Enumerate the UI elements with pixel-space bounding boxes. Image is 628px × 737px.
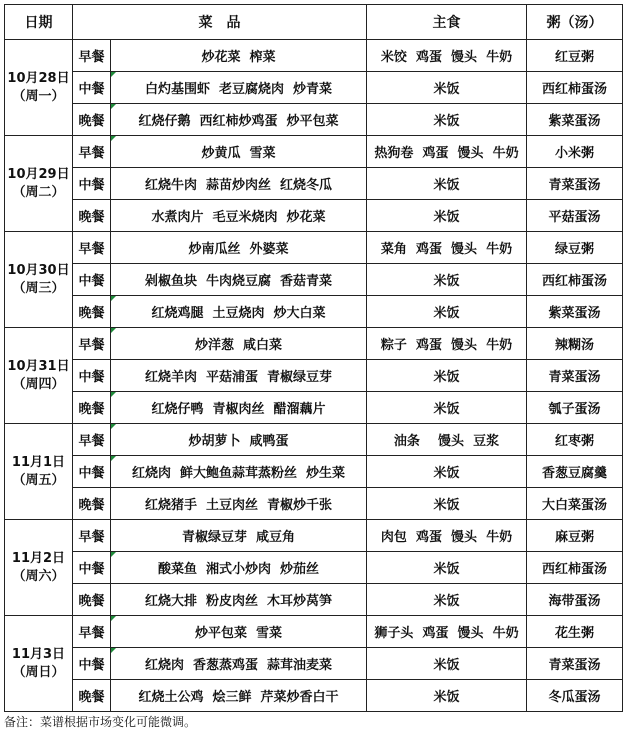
header-date: 日期 bbox=[5, 5, 73, 40]
dishes-cell bbox=[111, 680, 367, 712]
meal-type-cell bbox=[73, 104, 111, 136]
dishes-cell bbox=[111, 392, 367, 424]
meal-type-cell-text: 早餐 bbox=[78, 530, 105, 545]
soup-cell bbox=[527, 104, 623, 136]
meal-type-cell-text: 晚餐 bbox=[78, 402, 105, 417]
staple-cell bbox=[367, 520, 527, 552]
staple-cell-text: 油条 馒头 豆浆 bbox=[393, 434, 500, 449]
dishes-cell-text: 剁椒鱼块 牛肉烧豆腐 香菇青菜 bbox=[144, 274, 333, 289]
meal-type-cell bbox=[73, 40, 111, 72]
meal-row bbox=[5, 392, 623, 424]
cell-comment-marker-icon bbox=[111, 136, 116, 141]
cell-comment-marker-icon bbox=[111, 72, 116, 77]
meal-row bbox=[5, 552, 623, 584]
meal-row bbox=[5, 520, 623, 552]
soup-cell bbox=[527, 40, 623, 72]
staple-cell bbox=[367, 232, 527, 264]
staple-cell-text: 米饭 bbox=[433, 306, 460, 321]
staple-cell bbox=[367, 616, 527, 648]
meal-row bbox=[5, 232, 623, 264]
dishes-cell-text: 红烧猪手 土豆肉丝 青椒炒千张 bbox=[144, 498, 333, 513]
meal-row bbox=[5, 168, 623, 200]
staple-cell-text: 热狗卷 鸡蛋 馒头 牛奶 bbox=[374, 146, 519, 161]
meal-type-cell bbox=[73, 616, 111, 648]
staple-cell-text: 米饭 bbox=[433, 210, 460, 225]
date-label: 11月2日 bbox=[11, 550, 66, 566]
soup-cell-text: 平菇蛋汤 bbox=[548, 210, 601, 225]
staple-cell-text: 米饭 bbox=[433, 498, 460, 513]
soup-cell bbox=[527, 456, 623, 488]
dishes-cell bbox=[111, 424, 367, 456]
soup-cell-text: 大白菜蛋汤 bbox=[541, 498, 607, 513]
staple-cell bbox=[367, 392, 527, 424]
soup-cell-text: 西红柿蛋汤 bbox=[541, 274, 607, 289]
soup-cell-text: 花生粥 bbox=[554, 626, 594, 641]
meal-row bbox=[5, 40, 623, 72]
soup-cell bbox=[527, 360, 623, 392]
dishes-cell-text: 白灼基围虾 老豆腐烧肉 炒青菜 bbox=[144, 82, 333, 97]
staple-cell bbox=[367, 584, 527, 616]
meal-row bbox=[5, 648, 623, 680]
dishes-cell-text: 炒黄瓜 雪菜 bbox=[201, 146, 276, 161]
meal-type-cell-text: 晚餐 bbox=[78, 114, 105, 129]
meal-type-cell-text: 中餐 bbox=[78, 370, 105, 385]
soup-cell bbox=[527, 552, 623, 584]
dishes-cell-text: 炒洋葱 咸白菜 bbox=[194, 338, 283, 353]
meal-type-cell-text: 中餐 bbox=[78, 658, 105, 673]
dishes-cell bbox=[111, 104, 367, 136]
meal-type-cell-text: 早餐 bbox=[78, 242, 105, 257]
soup-cell-text: 青菜蛋汤 bbox=[548, 370, 601, 385]
soup-cell-text: 麻豆粥 bbox=[554, 530, 594, 545]
meal-type-cell-text: 晚餐 bbox=[78, 594, 105, 609]
meal-type-cell-text: 早餐 bbox=[78, 434, 105, 449]
staple-cell bbox=[367, 456, 527, 488]
dishes-cell bbox=[111, 264, 367, 296]
weekday-label: （周二） bbox=[12, 184, 65, 200]
date-label: 10月31日 bbox=[7, 358, 70, 374]
meal-row bbox=[5, 488, 623, 520]
meal-type-cell bbox=[73, 296, 111, 328]
meal-type-cell bbox=[73, 360, 111, 392]
meal-row bbox=[5, 136, 623, 168]
meal-type-cell bbox=[73, 72, 111, 104]
soup-cell bbox=[527, 488, 623, 520]
cell-comment-marker-icon bbox=[111, 328, 116, 333]
soup-cell bbox=[527, 424, 623, 456]
cell-comment-marker-icon bbox=[111, 648, 116, 653]
staple-cell bbox=[367, 264, 527, 296]
soup-cell-text: 海带蛋汤 bbox=[548, 594, 601, 609]
dishes-cell-text: 红烧羊肉 平菇浦蛋 青椒绿豆芽 bbox=[144, 370, 333, 385]
date-cell bbox=[5, 424, 73, 520]
dishes-cell-text: 红烧土公鸡 烩三鲜 芹菜炒香白干 bbox=[138, 690, 339, 705]
weekday-label: （周日） bbox=[12, 664, 65, 680]
meal-row bbox=[5, 296, 623, 328]
soup-cell bbox=[527, 72, 623, 104]
staple-cell-text: 米饭 bbox=[433, 178, 460, 193]
staple-cell-text: 米饺 鸡蛋 馒头 牛奶 bbox=[380, 50, 513, 65]
meal-type-cell bbox=[73, 456, 111, 488]
header-staple: 主食 bbox=[367, 5, 527, 40]
soup-cell-text: 紫菜蛋汤 bbox=[548, 306, 601, 321]
meal-row bbox=[5, 328, 623, 360]
date-label: 10月29日 bbox=[7, 166, 70, 182]
date-label: 10月28日 bbox=[7, 70, 70, 86]
meal-type-cell-text: 早餐 bbox=[78, 146, 105, 161]
soup-cell-text: 西红柿蛋汤 bbox=[541, 562, 607, 577]
dishes-cell-text: 炒平包菜 雪菜 bbox=[194, 626, 283, 641]
soup-cell bbox=[527, 136, 623, 168]
dishes-cell-text: 炒南瓜丝 外婆菜 bbox=[188, 242, 289, 257]
dishes-cell bbox=[111, 520, 367, 552]
meal-type-cell-text: 中餐 bbox=[78, 178, 105, 193]
dishes-cell-text: 酸菜鱼 湘式小炒肉 炒茄丝 bbox=[157, 562, 320, 577]
dishes-cell bbox=[111, 328, 367, 360]
soup-cell-text: 冬瓜蛋汤 bbox=[548, 690, 601, 705]
meal-row bbox=[5, 104, 623, 136]
date-cell bbox=[5, 520, 73, 616]
dishes-cell-text: 红烧鸡腿 土豆烧肉 炒大白菜 bbox=[151, 306, 326, 321]
dishes-cell bbox=[111, 200, 367, 232]
staple-cell-text: 粽子 鸡蛋 馒头 牛奶 bbox=[380, 338, 513, 353]
weekday-label: （周一） bbox=[12, 88, 65, 104]
meal-row bbox=[5, 424, 623, 456]
dishes-cell-text: 炒花菜 榨菜 bbox=[201, 50, 276, 65]
staple-cell bbox=[367, 488, 527, 520]
dishes-cell-text: 红烧仔鸭 青椒肉丝 醋溜藕片 bbox=[151, 402, 326, 417]
meal-type-cell-text: 早餐 bbox=[78, 50, 105, 65]
meal-type-cell bbox=[73, 584, 111, 616]
staple-cell-text: 菜角 鸡蛋 馒头 牛奶 bbox=[380, 242, 513, 257]
meal-type-cell bbox=[73, 392, 111, 424]
date-cell bbox=[5, 40, 73, 136]
soup-cell bbox=[527, 520, 623, 552]
staple-cell bbox=[367, 200, 527, 232]
date-label: 10月30日 bbox=[7, 262, 70, 278]
soup-cell-text: 紫菜蛋汤 bbox=[548, 114, 601, 129]
soup-cell bbox=[527, 616, 623, 648]
soup-cell bbox=[527, 648, 623, 680]
soup-cell-text: 绿豆粥 bbox=[554, 242, 594, 257]
staple-cell bbox=[367, 328, 527, 360]
header-row bbox=[5, 5, 623, 40]
staple-cell bbox=[367, 296, 527, 328]
dishes-cell bbox=[111, 72, 367, 104]
soup-cell bbox=[527, 232, 623, 264]
weekday-label: （周五） bbox=[12, 472, 65, 488]
staple-cell bbox=[367, 40, 527, 72]
meal-row bbox=[5, 456, 623, 488]
meal-type-cell-text: 中餐 bbox=[78, 466, 105, 481]
meal-type-cell bbox=[73, 264, 111, 296]
meal-type-cell bbox=[73, 136, 111, 168]
soup-cell bbox=[527, 584, 623, 616]
meal-type-cell bbox=[73, 328, 111, 360]
staple-cell-text: 米饭 bbox=[433, 594, 460, 609]
dishes-cell bbox=[111, 648, 367, 680]
soup-cell bbox=[527, 328, 623, 360]
meal-row bbox=[5, 680, 623, 712]
staple-cell-text: 米饭 bbox=[433, 466, 460, 481]
soup-cell bbox=[527, 168, 623, 200]
cell-comment-marker-icon bbox=[111, 552, 116, 557]
dishes-cell-text: 红烧牛肉 蒜苗炒肉丝 红烧冬瓜 bbox=[144, 178, 333, 193]
dishes-cell bbox=[111, 168, 367, 200]
meal-row bbox=[5, 72, 623, 104]
meal-type-cell-text: 早餐 bbox=[78, 338, 105, 353]
dishes-cell bbox=[111, 456, 367, 488]
dishes-cell bbox=[111, 616, 367, 648]
meal-type-cell-text: 晚餐 bbox=[78, 306, 105, 321]
staple-cell-text: 狮子头 鸡蛋 馒头 牛奶 bbox=[374, 626, 519, 641]
meal-type-cell-text: 早餐 bbox=[78, 626, 105, 641]
date-cell bbox=[5, 136, 73, 232]
meal-type-cell bbox=[73, 648, 111, 680]
date-cell bbox=[5, 232, 73, 328]
dishes-cell bbox=[111, 136, 367, 168]
dishes-cell bbox=[111, 296, 367, 328]
dishes-cell bbox=[111, 360, 367, 392]
staple-cell bbox=[367, 680, 527, 712]
soup-cell bbox=[527, 200, 623, 232]
staple-cell bbox=[367, 552, 527, 584]
meal-type-cell-text: 中餐 bbox=[78, 82, 105, 97]
date-cell bbox=[5, 328, 73, 424]
soup-cell-text: 红豆粥 bbox=[554, 50, 594, 65]
soup-cell-text: 瓠子蛋汤 bbox=[548, 402, 601, 417]
meal-row bbox=[5, 200, 623, 232]
meal-type-cell-text: 晚餐 bbox=[78, 498, 105, 513]
date-label: 11月1日 bbox=[11, 454, 66, 470]
meal-type-cell-text: 晚餐 bbox=[78, 210, 105, 225]
staple-cell bbox=[367, 648, 527, 680]
weekly-menu-table bbox=[4, 4, 623, 712]
staple-cell bbox=[367, 424, 527, 456]
dishes-cell bbox=[111, 584, 367, 616]
soup-cell bbox=[527, 296, 623, 328]
cell-comment-marker-icon bbox=[111, 296, 116, 301]
staple-cell-text: 米饭 bbox=[433, 402, 460, 417]
weekday-label: （周四） bbox=[12, 376, 65, 392]
soup-cell bbox=[527, 680, 623, 712]
soup-cell-text: 小米粥 bbox=[554, 146, 594, 161]
staple-cell-text: 米饭 bbox=[433, 562, 460, 577]
cell-comment-marker-icon bbox=[111, 456, 116, 461]
dishes-cell-text: 红烧肉 香葱蒸鸡蛋 蒜茸油麦菜 bbox=[144, 658, 333, 673]
dishes-cell bbox=[111, 40, 367, 72]
soup-cell-text: 辣糊汤 bbox=[554, 338, 594, 353]
meal-row bbox=[5, 264, 623, 296]
meal-type-cell-text: 中餐 bbox=[78, 562, 105, 577]
soup-cell-text: 青菜蛋汤 bbox=[548, 178, 601, 193]
staple-cell bbox=[367, 136, 527, 168]
soup-cell-text: 青菜蛋汤 bbox=[548, 658, 601, 673]
meal-type-cell bbox=[73, 680, 111, 712]
staple-cell-text: 米饭 bbox=[433, 114, 460, 129]
footnote: 备注：菜谱根据市场变化可能微调。 bbox=[4, 715, 197, 729]
dishes-cell bbox=[111, 488, 367, 520]
dishes-cell-text: 红烧大排 粉皮肉丝 木耳炒莴笋 bbox=[144, 594, 333, 609]
dishes-cell-text: 青椒绿豆芽 咸豆角 bbox=[181, 530, 296, 545]
staple-cell-text: 米饭 bbox=[433, 690, 460, 705]
meal-type-cell bbox=[73, 168, 111, 200]
dishes-cell-text: 水煮肉片 毛豆米烧肉 炒花菜 bbox=[151, 210, 326, 225]
dishes-cell bbox=[111, 232, 367, 264]
meal-type-cell bbox=[73, 424, 111, 456]
staple-cell-text: 米饭 bbox=[433, 274, 460, 289]
staple-cell bbox=[367, 72, 527, 104]
staple-cell-text: 米饭 bbox=[433, 82, 460, 97]
staple-cell-text: 米饭 bbox=[433, 658, 460, 673]
staple-cell-text: 肉包 鸡蛋 馒头 牛奶 bbox=[380, 530, 513, 545]
soup-cell bbox=[527, 264, 623, 296]
dishes-cell-text: 红烧仔鹅 西红柿炒鸡蛋 炒平包菜 bbox=[138, 114, 339, 129]
meal-type-cell-text: 中餐 bbox=[78, 274, 105, 289]
meal-type-cell bbox=[73, 232, 111, 264]
date-label: 11月3日 bbox=[11, 646, 66, 662]
soup-cell-text: 西红柿蛋汤 bbox=[541, 82, 607, 97]
date-cell bbox=[5, 616, 73, 712]
dishes-cell-text: 红烧肉 鲜大鲍鱼蒜茸蒸粉丝 炒生菜 bbox=[131, 466, 346, 481]
header-dishes: 菜 品 bbox=[73, 5, 367, 40]
meal-type-cell bbox=[73, 552, 111, 584]
meal-row bbox=[5, 616, 623, 648]
meal-row bbox=[5, 360, 623, 392]
meal-row bbox=[5, 584, 623, 616]
cell-comment-marker-icon bbox=[111, 424, 116, 429]
soup-cell-text: 香葱豆腐羹 bbox=[541, 466, 607, 481]
staple-cell bbox=[367, 360, 527, 392]
header-soup: 粥（汤） bbox=[527, 5, 623, 40]
staple-cell bbox=[367, 168, 527, 200]
dishes-cell bbox=[111, 552, 367, 584]
cell-comment-marker-icon bbox=[111, 392, 116, 397]
weekday-label: （周六） bbox=[12, 568, 65, 584]
meal-type-cell bbox=[73, 488, 111, 520]
soup-cell-text: 红枣粥 bbox=[554, 434, 594, 449]
cell-comment-marker-icon bbox=[111, 104, 116, 109]
cell-comment-marker-icon bbox=[111, 616, 116, 621]
staple-cell-text: 米饭 bbox=[433, 370, 460, 385]
meal-type-cell-text: 晚餐 bbox=[78, 690, 105, 705]
meal-type-cell bbox=[73, 200, 111, 232]
weekday-label: （周三） bbox=[12, 280, 65, 296]
meal-type-cell bbox=[73, 520, 111, 552]
dishes-cell-text: 炒胡萝卜 咸鸭蛋 bbox=[188, 434, 289, 449]
staple-cell bbox=[367, 104, 527, 136]
soup-cell bbox=[527, 392, 623, 424]
